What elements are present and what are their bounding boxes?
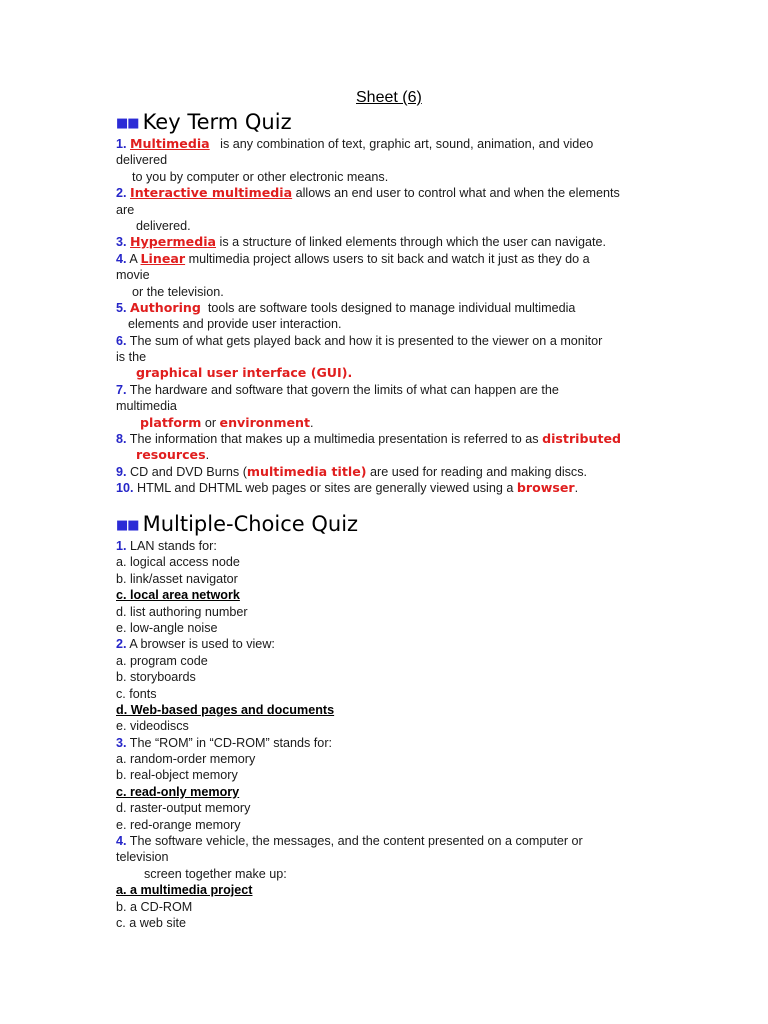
bullet-icon: ■■ <box>116 116 139 131</box>
key-term-list <box>116 136 686 497</box>
multiple-choice-quiz-heading: ■■ Multiple-Choice Quiz <box>116 512 359 536</box>
correct-option: a. a multimedia project <box>116 883 253 898</box>
option: a. random-order memory <box>116 752 256 767</box>
list-item-cont: resources. <box>136 447 210 463</box>
list-item: 1. Multimedia is any combination of text, graphic art, sound, animation, and video <box>116 136 594 151</box>
question: 2. A browser is used to view: <box>116 637 275 652</box>
list-item: 2. Interactive multimedia allows an end user to control what and when the elements <box>116 185 620 201</box>
list-item-cont: to you by computer or other electronic means. <box>132 169 389 184</box>
correct-option: c. local area network <box>116 588 240 603</box>
list-item-cont: elements and provide user interaction. <box>128 317 342 332</box>
list-item-cont: delivered. <box>136 218 191 233</box>
list-item: 8. The information that makes up a multimedia presentation is referred to as distributed <box>116 431 622 447</box>
list-item: 5. Authoring tools are software tools designed to manage individual multimedia <box>116 299 576 315</box>
list-item: 3. Hypermedia is a structure of linked elements through which the user can navigate. <box>116 234 606 250</box>
list-item: 4. A Linear multimedia project allows users to sit back and watch it just as they do a <box>116 250 590 266</box>
option: a. program code <box>116 653 208 668</box>
option: a. logical access node <box>116 555 240 570</box>
option: e. videodiscs <box>116 719 189 734</box>
option: e. low-angle noise <box>116 620 218 635</box>
option: e. red-orange memory <box>116 817 241 832</box>
list-item-cont: movie <box>116 268 150 283</box>
list-item-cont: graphical user interface (GUI). <box>136 365 353 381</box>
list-item-cont: is the <box>116 350 147 365</box>
sheet-title: Sheet (6) <box>356 89 422 106</box>
list-item-cont: are <box>116 202 135 217</box>
option: b. real-object memory <box>116 768 238 783</box>
question-cont: television <box>116 850 169 865</box>
correct-option: c. read-only memory <box>116 784 240 799</box>
option: d. list authoring number <box>116 604 248 619</box>
question: 4. The software vehicle, the messages, and the content presented on a computer or <box>116 834 583 849</box>
list-item: 6. The sum of what gets played back and how it is presented to the viewer on a monitor <box>116 333 603 348</box>
list-item-cont: multimedia <box>116 399 177 414</box>
list-item-cont: or the television. <box>132 284 224 299</box>
option: c. a web site <box>116 915 186 930</box>
list-item: 9. CD and DVD Burns (multimedia title) are used for reading and making discs. <box>116 463 588 479</box>
bullet-icon: ■■ <box>116 518 139 533</box>
option: b. link/asset navigator <box>116 571 238 586</box>
key-term-quiz-heading: ■■ Key Term Quiz <box>116 110 292 134</box>
correct-option: d. Web-based pages and documents <box>116 702 335 717</box>
question-cont: screen together make up: <box>144 866 287 881</box>
multiple-choice-list <box>116 538 686 931</box>
option: d. raster-output memory <box>116 801 251 816</box>
list-item-cont: delivered <box>116 153 168 168</box>
option: b. storyboards <box>116 670 196 685</box>
question: 3. The “ROM” in “CD-ROM” stands for: <box>116 735 333 750</box>
list-item: 10. HTML and DHTML web pages or sites are generally viewed using a browser. <box>116 480 579 496</box>
list-item: 7. The hardware and software that govern the limits of what can happen are the <box>116 382 559 397</box>
option: c. fonts <box>116 686 157 701</box>
list-item-cont: platform or environment. <box>140 414 314 430</box>
option: b. a CD-ROM <box>116 899 193 914</box>
question: 1. LAN stands for: <box>116 539 217 553</box>
